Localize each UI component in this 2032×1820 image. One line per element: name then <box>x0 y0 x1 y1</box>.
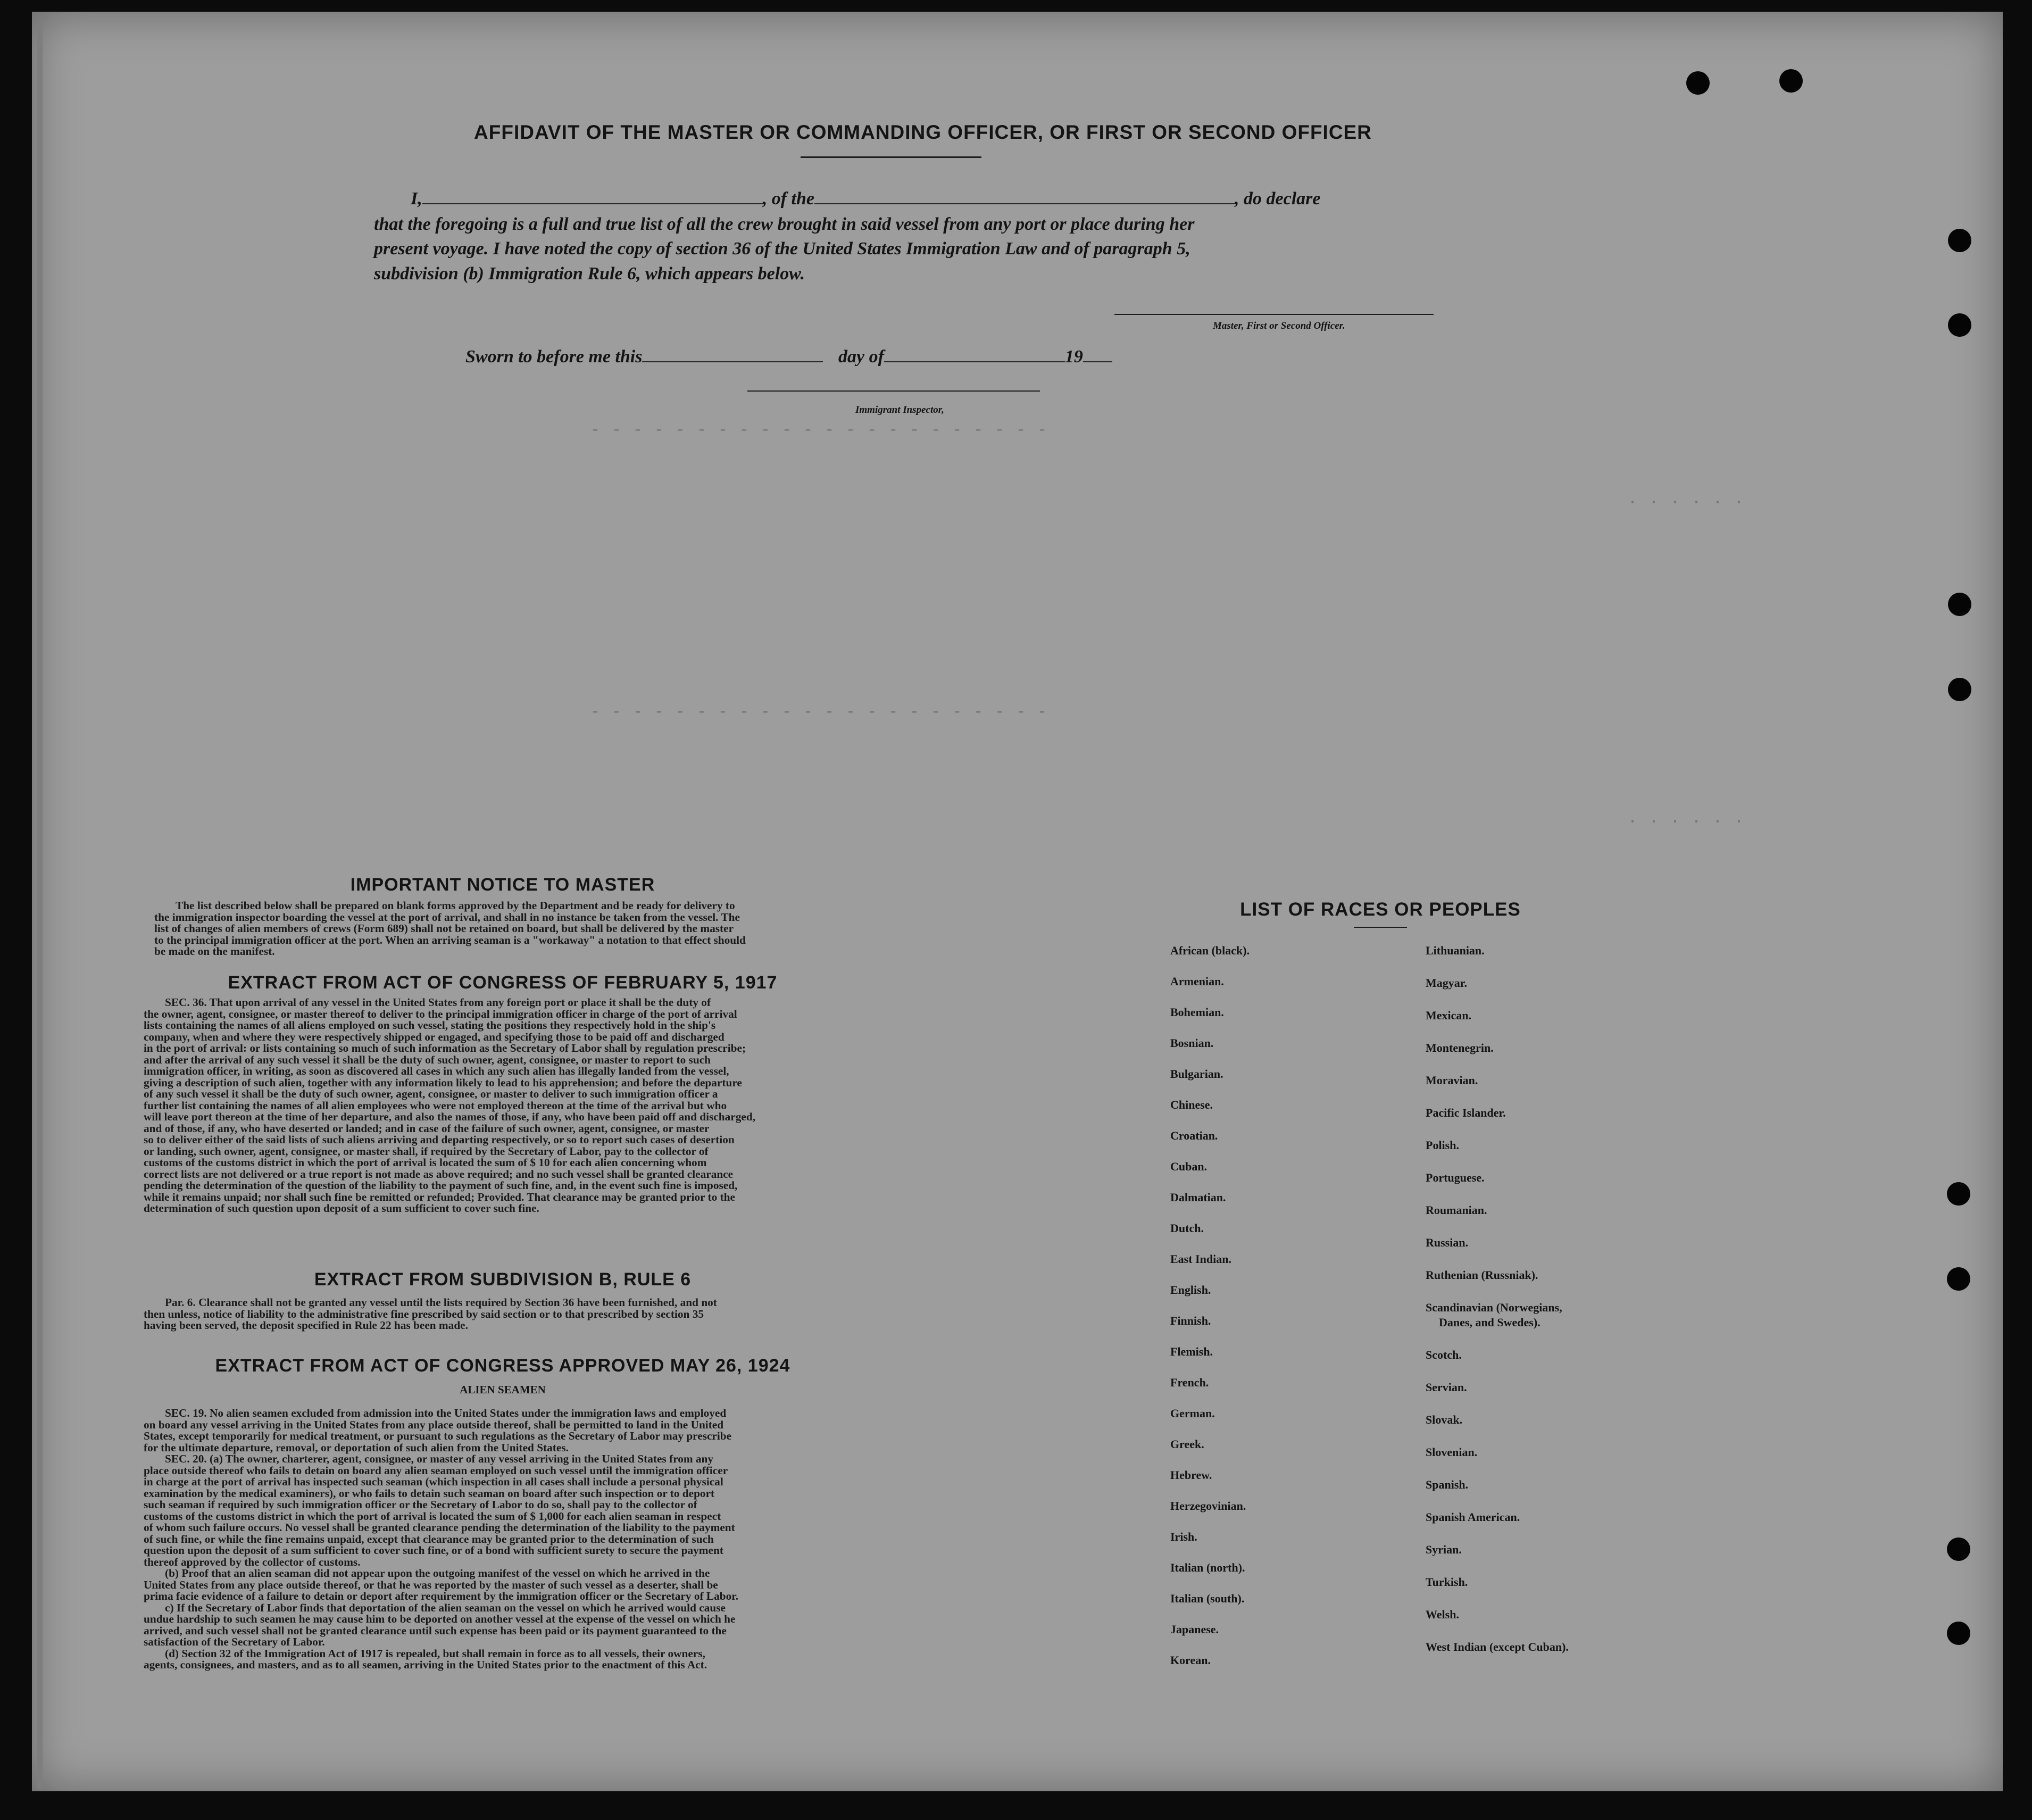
act-1924-line: c) If the Secretary of Labor finds that deportation of the alien seaman on the vessel on which he arrived would cause <box>165 1601 726 1614</box>
race-item: Hebrew. <box>1170 1468 1212 1482</box>
notice-line: The list described below shall be prepared on blank forms approved by the Department and be ready for delivery to <box>176 899 735 912</box>
master-signature-label: Master, First or Second Officer. <box>1213 320 1345 331</box>
race-item: Bulgarian. <box>1170 1067 1223 1081</box>
bleed-through-text: - - - - - - - - - - - - - - - - - - - - - - <box>590 421 1048 439</box>
race-item: Mexican. <box>1426 1009 1472 1022</box>
races-title: LIST OF RACES OR PEOPLES <box>1240 899 1521 920</box>
sworn-line <box>465 347 1112 367</box>
race-item: Greek. <box>1170 1437 1204 1451</box>
rule-6-line: then unless, notice of liability to the administrative fine prescribed by said section or to that prescribed by section 35 <box>144 1307 704 1320</box>
race-item: Irish. <box>1170 1530 1197 1543</box>
punch-hole <box>1948 313 1971 337</box>
race-item: Scandinavian (Norwegians, <box>1426 1301 1562 1314</box>
sworn-year-blank <box>1083 361 1112 362</box>
year-prefix: 19 <box>1064 347 1083 367</box>
act-1924-line: such seaman if required by such immigration officer or the Secretary of Labor to do so, shall pay to the collector of <box>144 1498 697 1511</box>
declaration-line-1 <box>411 189 1320 209</box>
act-1917-line: and after the arrival of any such vessel it shall be the duty of such owner, agent, consignee, or master to report to such <box>144 1053 711 1066</box>
rule-6-line: Par. 6. Clearance shall not be granted any vessel until the lists required by Section 36 have been furnished, and not <box>165 1296 717 1309</box>
act-1917-line: and of those, if any, who have deserted or landed; and in case of the failure of such owner, agent, consignee, or master <box>144 1121 710 1135</box>
act-1924-line: thereof approved by the collector of customs. <box>144 1555 361 1568</box>
race-item: Montenegrin. <box>1426 1041 1494 1054</box>
page-edge <box>37 22 43 1789</box>
race-item: German. <box>1170 1407 1215 1420</box>
act-1924-line: SEC. 19. No alien seamen excluded from admission into the United States under the immigration laws and employed <box>165 1407 727 1419</box>
race-item: Magyar. <box>1426 976 1468 990</box>
rule-6-title: EXTRACT FROM SUBDIVISION B, RULE 6 <box>314 1269 692 1290</box>
race-item: Danes, and Swedes). <box>1439 1316 1540 1329</box>
race-item: Scotch. <box>1426 1348 1462 1361</box>
punch-hole <box>1947 1622 1970 1645</box>
rule-6-text <box>144 1297 944 1332</box>
sworn-text: Sworn to before me this <box>465 347 643 367</box>
declaration-of-the: , of the <box>762 189 815 209</box>
notice-line: the immigration inspector boarding the vessel at the port of arrival, and shall in no instance be taken from the vessel. The <box>154 910 740 924</box>
race-item: Portuguese. <box>1426 1171 1485 1184</box>
punch-hole <box>1947 1182 1970 1206</box>
act-1917-text <box>144 997 944 1215</box>
inspector-signature-label: Immigrant Inspector, <box>855 404 944 415</box>
race-item: Russian. <box>1426 1236 1469 1249</box>
name-blank <box>422 203 763 204</box>
race-item: Polish. <box>1426 1138 1459 1152</box>
punch-hole <box>1947 1267 1970 1291</box>
act-1917-line: so to deliver either of the said lists of such aliens arriving and departing respectively, or so to report such cases of desertion <box>144 1133 735 1146</box>
race-item: Italian (north). <box>1170 1561 1245 1574</box>
race-item: Pacific Islander. <box>1426 1106 1506 1119</box>
act-1924-line: on board any vessel arriving in the United States from any place outside thereof, shall be permitted to land in the United <box>144 1418 724 1431</box>
act-1917-line: the owner, agent, consignee, or master thereof to deliver to the principal immigration officer in charge of the port of arrival <box>144 1007 737 1020</box>
day-of-text: day of <box>838 347 884 367</box>
race-item: Japanese. <box>1170 1623 1219 1636</box>
act-1917-line: or landing, such owner, agent, consignee, or master shall, if required by the Secretary of Labor, pay to the collector of <box>144 1144 709 1158</box>
act-1924-line: arrived, and such vessel shall not be granted clearance until such expense has been paid or its payment guaranteed to the <box>144 1624 727 1637</box>
race-item: French. <box>1170 1376 1209 1389</box>
act-1924-line: place outside thereof who fails to detain on board any alien seaman employed on such vessel until the immigration officer <box>144 1464 728 1477</box>
act-1924-line: (d) Section 32 of the Immigration Act of 1917 is repealed, but shall remain in force as to all vessels, their owners, <box>165 1647 705 1660</box>
bleed-through-text: . . . . . . <box>1628 810 1745 828</box>
act-1917-line: pending the determination of the question of the liability to the payment of such fine, and, in the event such fine is imposed, <box>144 1179 738 1192</box>
affidavit-title: AFFIDAVIT OF THE MASTER OR COMMANDING OFFICER, OR FIRST OR SECOND OFFICER <box>474 121 1372 143</box>
race-item: African (black). <box>1170 944 1250 957</box>
act-1917-line: SEC. 36. That upon arrival of any vessel in the United States from any foreign port or place it shall be the duty of <box>165 996 711 1009</box>
notice-line: be made on the manifest. <box>154 945 275 958</box>
race-item: Chinese. <box>1170 1098 1213 1111</box>
act-1917-line: further list containing the names of all alien employees who were not employed thereon at the time of the arrival but who <box>144 1099 727 1112</box>
act-1924-line: in charge at the port of arrival has inspected such seaman (which inspection in all cases shall include a personal physical <box>144 1475 723 1488</box>
race-item: Ruthenian (Russniak). <box>1426 1268 1538 1282</box>
race-item: English. <box>1170 1283 1211 1297</box>
inspector-signature-line <box>747 390 1040 392</box>
act-1924-line: States, except temporarily for medical treatment, or pursuant to such regulations as the Secretary of Labor may prescribe <box>144 1430 732 1442</box>
act-1924-line: (b) Proof that an alien seaman did not appear upon the outgoing manifest of the vessel on which he arrived in the <box>165 1567 710 1580</box>
race-item: Croatian. <box>1170 1129 1218 1142</box>
race-item: West Indian (except Cuban). <box>1426 1640 1569 1653</box>
punch-hole <box>1948 678 1971 701</box>
race-item: Roumanian. <box>1426 1203 1487 1217</box>
race-item: Bosnian. <box>1170 1036 1214 1050</box>
act-1924-subtitle: ALIEN SEAMEN <box>460 1383 546 1396</box>
act-1917-line: while it remains unpaid; nor shall such fine be remitted or refunded; Provided. That clearance may be granted prior to the <box>144 1190 735 1203</box>
punch-hole <box>1948 593 1971 616</box>
race-item: Slovak. <box>1426 1413 1463 1426</box>
vessel-blank <box>814 203 1235 204</box>
notice-line: to the principal immigration officer at the port. When an arriving seaman is a "workaway" a notation to that effect should <box>154 933 746 946</box>
act-1917-line: will leave port thereon at the time of her departure, and also the names of those, if any, who have been paid off and discharged, <box>144 1110 756 1123</box>
race-item: Herzegovinian. <box>1170 1499 1246 1512</box>
race-item: Syrian. <box>1426 1543 1462 1556</box>
race-item: Flemish. <box>1170 1345 1213 1358</box>
race-item: Armenian. <box>1170 975 1224 988</box>
sworn-month-blank <box>884 361 1065 362</box>
punch-hole <box>1779 69 1803 93</box>
sworn-day-blank <box>642 361 823 362</box>
race-item: Bohemian. <box>1170 1005 1224 1019</box>
races-title-rule <box>1354 927 1407 928</box>
act-1917-line: lists containing the names of all aliens employed on such vessel, stating the positions they respectively hold in the ship's <box>144 1019 716 1032</box>
act-1917-line: company, when and where they were respectively shipped or engaged, and specifying those to be paid off and discharged <box>144 1030 724 1043</box>
act-1924-line: of whom such failure occurs. No vessel shall be granted clearance pending the determination of the liability to the payment <box>144 1521 735 1534</box>
act-1924-line: agents, consignees, and masters, and as to all seamen, arriving in the United States prior to the enactment of this Act. <box>144 1658 707 1671</box>
notice-line: list of changes of alien members of crews (Form 689) shall not be retained on board, but shall be delivered by the master <box>154 922 734 935</box>
punch-hole <box>1948 229 1971 252</box>
master-signature-line <box>1114 314 1434 315</box>
race-item: Cuban. <box>1170 1160 1207 1173</box>
race-item: East Indian. <box>1170 1252 1231 1266</box>
act-1924-text <box>144 1408 944 1671</box>
race-item: Lithuanian. <box>1426 944 1485 957</box>
race-item: Turkish. <box>1426 1575 1468 1589</box>
declaration-i: I, <box>411 189 422 209</box>
race-item: Moravian. <box>1426 1074 1478 1087</box>
act-1924-line: undue hardship to such seamen he may cause him to be deported on another vessel at the expense of the vessel on which he <box>144 1613 736 1625</box>
notice-text <box>154 900 942 958</box>
declaration-line-3: present voyage. I have noted the copy of section 36 of the United States Immigration Law and of paragraph 5, <box>374 239 1190 259</box>
act-1924-line: question upon the deposit of a sum sufficient to cover such fine, or of a bond with sufficient surety to secure the payment <box>144 1544 723 1557</box>
race-item: Italian (south). <box>1170 1592 1245 1605</box>
race-item: Finnish. <box>1170 1314 1211 1327</box>
title-rule <box>801 156 981 158</box>
act-1917-line: giving a description of such alien, together with any information likely to lead to his apprehension; and before the departure <box>144 1076 742 1089</box>
notice-title: IMPORTANT NOTICE TO MASTER <box>350 875 655 895</box>
declaration-line-2: that the foregoing is a full and true list of all the crew brought in said vessel from any port or place during her <box>374 214 1195 234</box>
rule-6-line: having been served, the deposit specified in Rule 22 has been made. <box>144 1319 468 1332</box>
act-1924-line: customs of the customs district in which the port of arrival is located the sum of $ 1,000 for each alien seaman in respect <box>144 1509 721 1523</box>
race-item: Korean. <box>1170 1653 1211 1667</box>
race-item: Welsh. <box>1426 1608 1459 1621</box>
race-item: Spanish. <box>1426 1478 1469 1491</box>
race-item: Servian. <box>1426 1381 1467 1394</box>
bleed-through-text: . . . . . . <box>1628 491 1745 509</box>
act-1917-line: in the port of arrival: or lists containing so much of such information as the Secretary of Labor shall by regulation prescribe; <box>144 1042 746 1054</box>
act-1917-line: correct lists are not delivered or a true report is not made as above required; and no such vessel shall be granted clearance <box>144 1167 734 1181</box>
act-1924-line: examination by the medical examiners), or who fails to detain such seaman on board after such inspection or to deport <box>144 1486 715 1500</box>
act-1917-line: customs of the customs district in which the port of arrival is located the sum of $ 10 for each alien concerning whom <box>144 1156 707 1169</box>
declaration-do-declare: , do declare <box>1235 189 1321 209</box>
act-1924-line: for the ultimate departure, removal, or deportation of such alien from the United States. <box>144 1441 569 1454</box>
punch-hole <box>1686 71 1710 95</box>
race-item: Dalmatian. <box>1170 1191 1226 1204</box>
race-item: Dutch. <box>1170 1221 1204 1235</box>
act-1924-line: satisfaction of the Secretary of Labor. <box>144 1635 325 1648</box>
act-1924-line: United States from any place outside thereof, or that he was reported by the master of such vessel as a deserter, shall be <box>144 1578 718 1591</box>
act-1924-line: SEC. 20. (a) The owner, charterer, agent, consignee, or master of any vessel arriving in the United States from any <box>165 1452 714 1465</box>
act-1924-title: EXTRACT FROM ACT OF CONGRESS APPROVED MAY 26, 1924 <box>215 1356 790 1376</box>
act-1924-line: of such fine, or while the fine remains unpaid, except that clearance may be granted prior to the determination of such <box>144 1532 714 1545</box>
race-item: Slovenian. <box>1426 1445 1478 1459</box>
act-1917-line: determination of such question upon deposit of a sum sufficient to cover such fine. <box>144 1202 539 1215</box>
act-1917-line: of any such vessel it shall be the duty of such owner, agent, consignee, or master to deliver to such immigration officer a <box>144 1087 718 1100</box>
act-1917-line: immigration officer, in writing, as soon as discovered all cases in which any such alien has illegally landed from the vessel, <box>144 1065 729 1077</box>
act-1917-title: EXTRACT FROM ACT OF CONGRESS OF FEBRUARY 5, 1917 <box>228 973 778 993</box>
punch-hole <box>1947 1538 1970 1561</box>
document-page <box>32 12 2003 1791</box>
declaration-line-4: subdivision (b) Immigration Rule 6, which appears below. <box>374 264 805 284</box>
race-item: Spanish American. <box>1426 1510 1520 1524</box>
act-1924-line: prima facie evidence of a failure to detain or deport after requirement by the immigration officer or the Secretary of Labor. <box>144 1590 739 1602</box>
bleed-through-text: - - - - - - - - - - - - - - - - - - - - - - <box>590 703 1048 721</box>
